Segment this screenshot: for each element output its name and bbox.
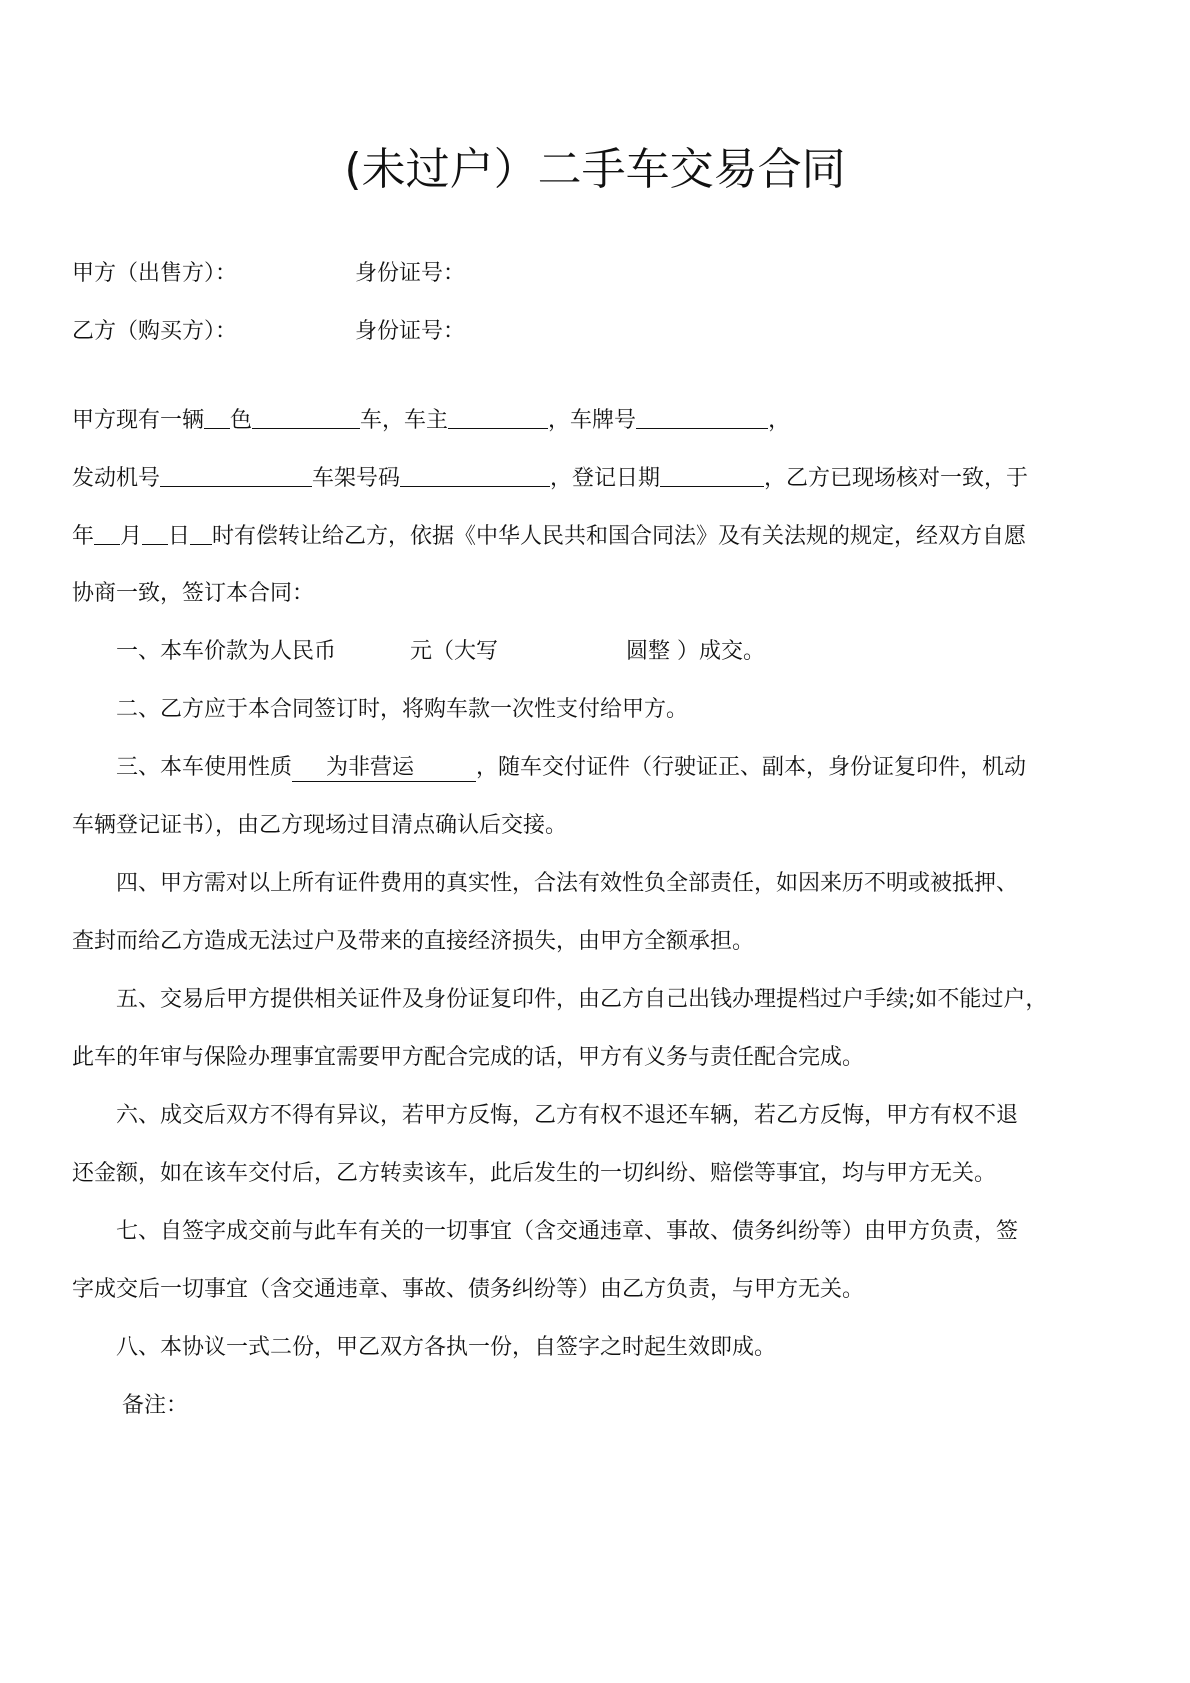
intro-line-4: 协商一致，签订本合同： <box>72 581 315 606</box>
intro-text: 发动机号 <box>72 466 161 491</box>
clause-text: 圆整 ）成交。 <box>626 639 766 664</box>
intro-text: 年 <box>72 524 95 549</box>
clause-text: 三、本车使用性质 <box>116 755 293 780</box>
usage-nature-field: 为非营运 <box>292 755 476 782</box>
clause-6-line-2: 还金额，如在该车交付后，乙方转卖该车，此后发生的一切纠纷、赔偿等事宜，均与甲方无关。 <box>72 1161 997 1186</box>
party-b-row <box>72 316 465 348</box>
party-a-id-label: 身份证号： <box>355 261 466 286</box>
intro-text: ，登记日期 <box>550 466 661 491</box>
clause-text: 元（大写 <box>410 639 499 664</box>
intro-text: ，乙方已现场核对一致，于 <box>764 466 1029 491</box>
clause-4-line-1: 四、甲方需对以上所有证件费用的真实性，合法有效性负全部责任，如因来历不明或被抵押、 <box>116 871 1019 896</box>
clause-3-line-1 <box>116 752 1026 784</box>
party-b-label: 乙方（购买方）： <box>72 319 238 344</box>
intro-text: 车架号码 <box>312 466 401 491</box>
party-a-row <box>72 258 465 290</box>
blank-field <box>400 462 550 487</box>
intro-line-2 <box>72 462 1028 495</box>
blank-field <box>204 404 230 429</box>
blank-field <box>636 404 768 429</box>
intro-text: 甲方现有一辆 <box>72 408 205 433</box>
intro-text: ，车牌号 <box>548 408 637 433</box>
intro-text: 时有偿转让给乙方，依据《中华人民共和国合同法》及有关法规的规定，经双方自愿 <box>212 524 1027 549</box>
clause-7-line-2: 字成交后一切事宜（含交通违章、事故、债务纠纷等）由乙方负责，与甲方无关。 <box>72 1277 865 1302</box>
clause-6-line-1: 六、成交后双方不得有异议，若甲方反悔，乙方有权不退还车辆，若乙方反悔，甲方有权不退 <box>116 1103 1019 1128</box>
intro-line-3 <box>72 520 1026 553</box>
intro-line-1 <box>72 404 790 437</box>
clause-1 <box>116 636 765 668</box>
clause-4-line-2: 查封而给乙方造成无法过户及带来的直接经济损失，由甲方全额承担。 <box>72 929 755 954</box>
intro-text: 月 <box>120 524 143 549</box>
party-b-id-label: 身份证号： <box>355 319 466 344</box>
note-label: 备注： <box>122 1393 189 1418</box>
party-a-label: 甲方（出售方）： <box>72 261 238 286</box>
clause-5-line-2: 此车的年审与保险办理事宜需要甲方配合完成的话，甲方有义务与责任配合完成。 <box>72 1045 865 1070</box>
blank-field <box>660 462 764 487</box>
intro-text: 色 <box>230 408 253 433</box>
clause-7-line-1: 七、自签字成交前与此车有关的一切事宜（含交通违章、事故、债务纠纷等）由甲方负责，签 <box>116 1219 1019 1244</box>
blank-field <box>142 520 168 545</box>
document-title: (未过户）二手车交易合同 <box>344 144 846 195</box>
clause-5-line-1: 五、交易后甲方提供相关证件及身份证复印件，由乙方自己出钱办理提档过户手续;如不能过户， <box>116 987 1048 1012</box>
blank-field <box>252 404 360 429</box>
intro-text: ， <box>768 408 791 433</box>
clause-8: 八、本协议一式二份，甲乙双方各执一份，自签字之时起生效即成。 <box>116 1335 777 1360</box>
clause-text: ，随车交付证件（行驶证正、副本，身份证复印件，机动 <box>476 755 1027 780</box>
blank-field <box>94 520 120 545</box>
intro-text: 日 <box>168 524 191 549</box>
clause-2: 二、乙方应于本合同签订时，将购车款一次性支付给甲方。 <box>116 697 689 722</box>
blank-field <box>160 462 312 487</box>
clause-text: 一、本车价款为人民币 <box>116 639 337 664</box>
blank-field <box>190 520 212 545</box>
intro-text: 车，车主 <box>360 408 449 433</box>
clause-3-line-2: 车辆登记证书），由乙方现场过目清点确认后交接。 <box>72 813 568 838</box>
blank-field <box>448 404 548 429</box>
